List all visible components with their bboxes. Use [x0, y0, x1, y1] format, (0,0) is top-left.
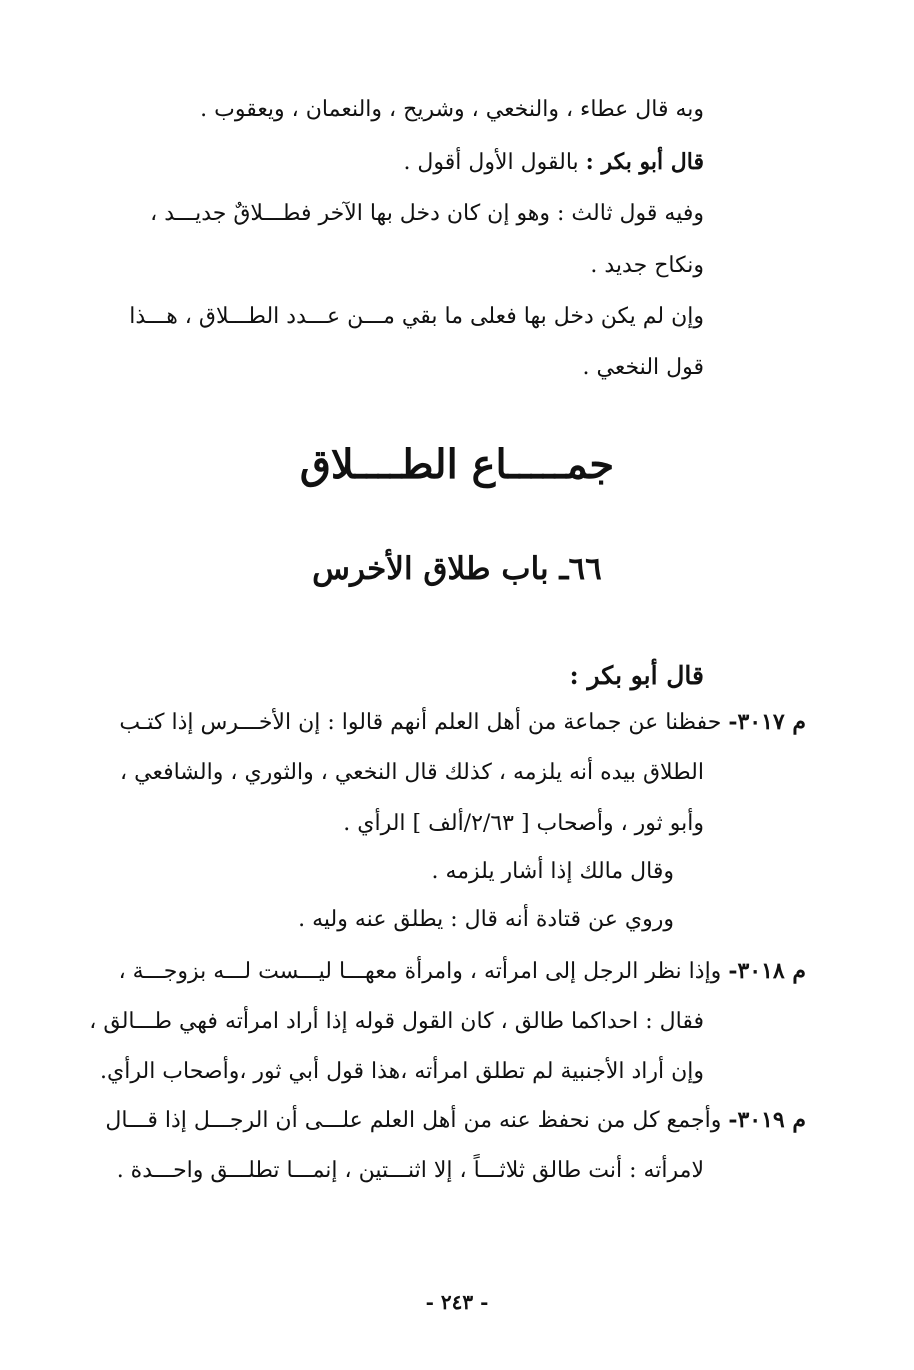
text-line: وفيه قول ثالث : وهو إن كان دخل بها الآخر فطـــلاقٌ جديـــد ،	[150, 201, 704, 226]
speaker-label: قال أبو بكر :	[585, 149, 704, 175]
chapter-title: ٦٦ـ باب طلاق الأخرس	[312, 551, 602, 587]
entry-line	[105, 1104, 806, 1137]
text-line: وإن لم يكن دخل بها فعلى ما بقي مـــن عـــدد الطـــلاق ، هـــذا	[129, 304, 704, 329]
entry-line: وأبو ثور ، وأصحاب [ ٢/٦٣/ألف ] الرأي .	[343, 811, 704, 836]
text-line	[403, 146, 704, 179]
entry-number: م ٣٠١٩-	[728, 1107, 806, 1133]
intro-label: قال أبو بكر :	[569, 661, 704, 690]
text-line: وبه قال عطاء ، والنخعي ، وشريح ، والنعمان ، ويعقوب .	[200, 97, 704, 122]
text-line: ونكاح جديد .	[590, 253, 704, 278]
section-main-title: جمـــــاع الطــــلاق	[299, 441, 615, 488]
entry-text: وإذا نظر الرجل إلى امرأته ، وامرأة معهـــا ليـــست لـــه بزوجـــة ،	[118, 959, 722, 984]
speaker-text: بالقول الأول أقول .	[403, 150, 579, 175]
entry-line: وروي عن قتادة أنه قال : يطلق عنه وليه .	[298, 907, 674, 932]
entry-line: وإن أراد الأجنبية لم تطلق امرأته ،هذا قول أبي ثور ،وأصحاب الرأي.	[100, 1059, 704, 1084]
page-number: - ٢٤٣ -	[425, 1290, 489, 1314]
entry-text: وأجمع كل من نحفظ عنه من أهل العلم علـــى أن الرجـــل إذا قـــال	[105, 1108, 722, 1133]
entry-number: م ٣٠١٨-	[728, 958, 806, 984]
entry-line: وقال مالك إذا أشار يلزمه .	[431, 859, 674, 884]
entry-line	[119, 706, 806, 739]
entry-text: حفظنا عن جماعة من أهل العلم أنهم قالوا : إن الأخـــرس إذا كتـب	[119, 710, 722, 735]
entry-number: م ٣٠١٧-	[728, 709, 806, 735]
entry-line	[119, 955, 806, 988]
entry-line: لامرأته : أنت طالق ثلاثـــاً ، إلا اثنـــتين ، إنمـــا تطلـــق واحـــدة .	[116, 1158, 704, 1183]
text-line: قول النخعي .	[582, 355, 704, 380]
entry-line: الطلاق بيده أنه يلزمه ، كذلك قال النخعي ، والثوري ، والشافعي ،	[120, 760, 704, 785]
entry-line: فقال : احداكما طالق ، كان القول قوله إذا أراد امرأته فهي طـــالق ،	[89, 1009, 704, 1034]
